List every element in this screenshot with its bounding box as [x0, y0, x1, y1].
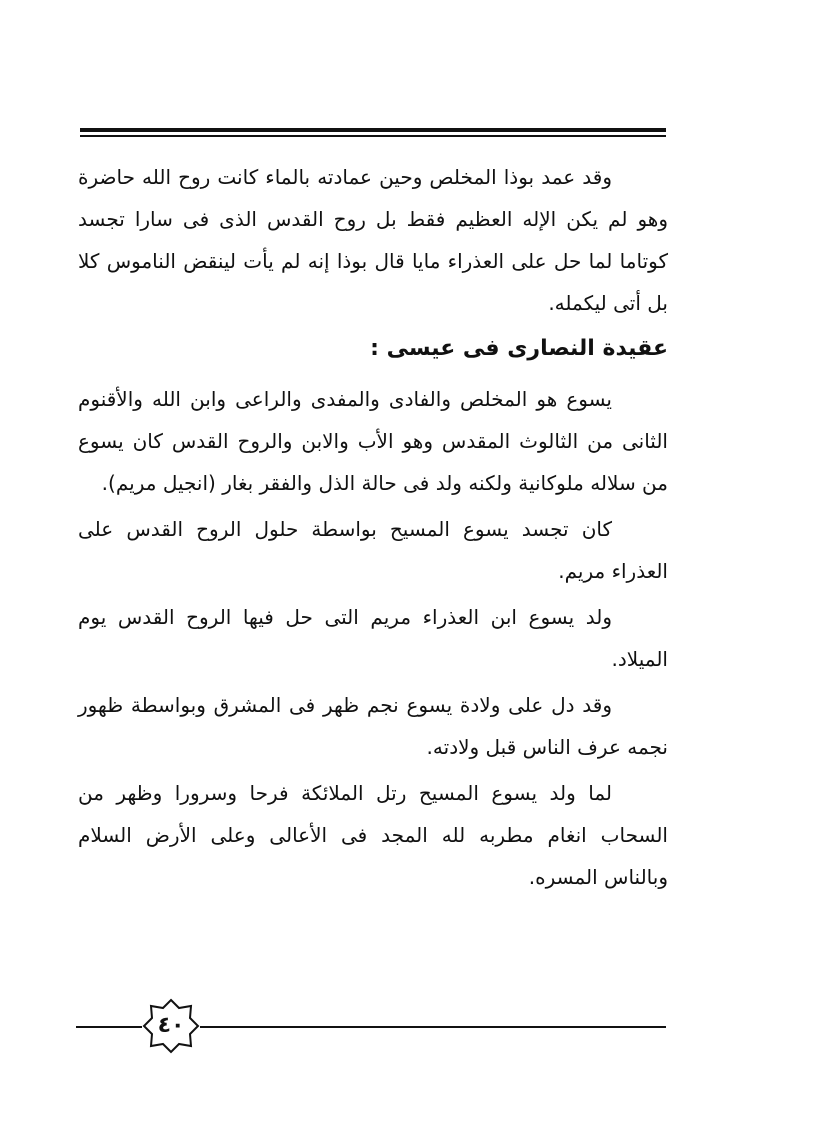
paragraph-incarnation: كان تجسد يسوع المسيح بواسطة حلول الروح القدس على العذراء مريم.	[78, 517, 668, 583]
paragraph-star: وقد دل على ولادة يسوع نجم ظهر فى المشرق وبواسطة ظهور نجمه عرف الناس قبل ولادته.	[78, 693, 668, 759]
section-heading: عقيدة النصارى فى عيسى :	[370, 336, 668, 361]
page-number-badge	[142, 998, 200, 1054]
paragraph-birth: ولد يسوع ابن العذراء مريم التى حل فيها الروح القدس يوم الميلاد.	[78, 605, 668, 671]
footer-rule-right	[200, 1026, 666, 1028]
paragraph-angels: لما ولد يسوع المسيح رتل الملائكة فرحا وسرورا وظهر من السحاب انغام مطربه لله المجد فى الأعالى وعلى الأرض السلام وبالناس المسره.	[78, 781, 668, 889]
footer-rule-left	[76, 1026, 142, 1028]
top-rule-thick	[80, 128, 666, 132]
page-body	[78, 156, 668, 902]
top-rule-thin	[80, 135, 666, 137]
paragraph-baptism: وقد عمد بوذا المخلص وحين عمادته بالماء كانت روح الله حاضرة وهو لم يكن الإله العظيم فقط بل روح القدس الذى فى سارا تجسد كوتاما لما حل على العذراء مايا قال بوذا إنه لم يأت لينقض الناموس كلا بل أتى ليكمله.	[78, 165, 668, 315]
paragraph-jesus-savior: يسوع هو المخلص والفادى والمفدى والراعى وابن الله والأقنوم الثانى من الثالوث المقدس وهو الأب والابن والروح القدس كان يسوع من سلاله ملوكانية ولكنه ولد فى حالة الذل والفقر بغار (انجيل مريم).	[78, 387, 668, 495]
page-number: ٤٠	[157, 1013, 185, 1038]
